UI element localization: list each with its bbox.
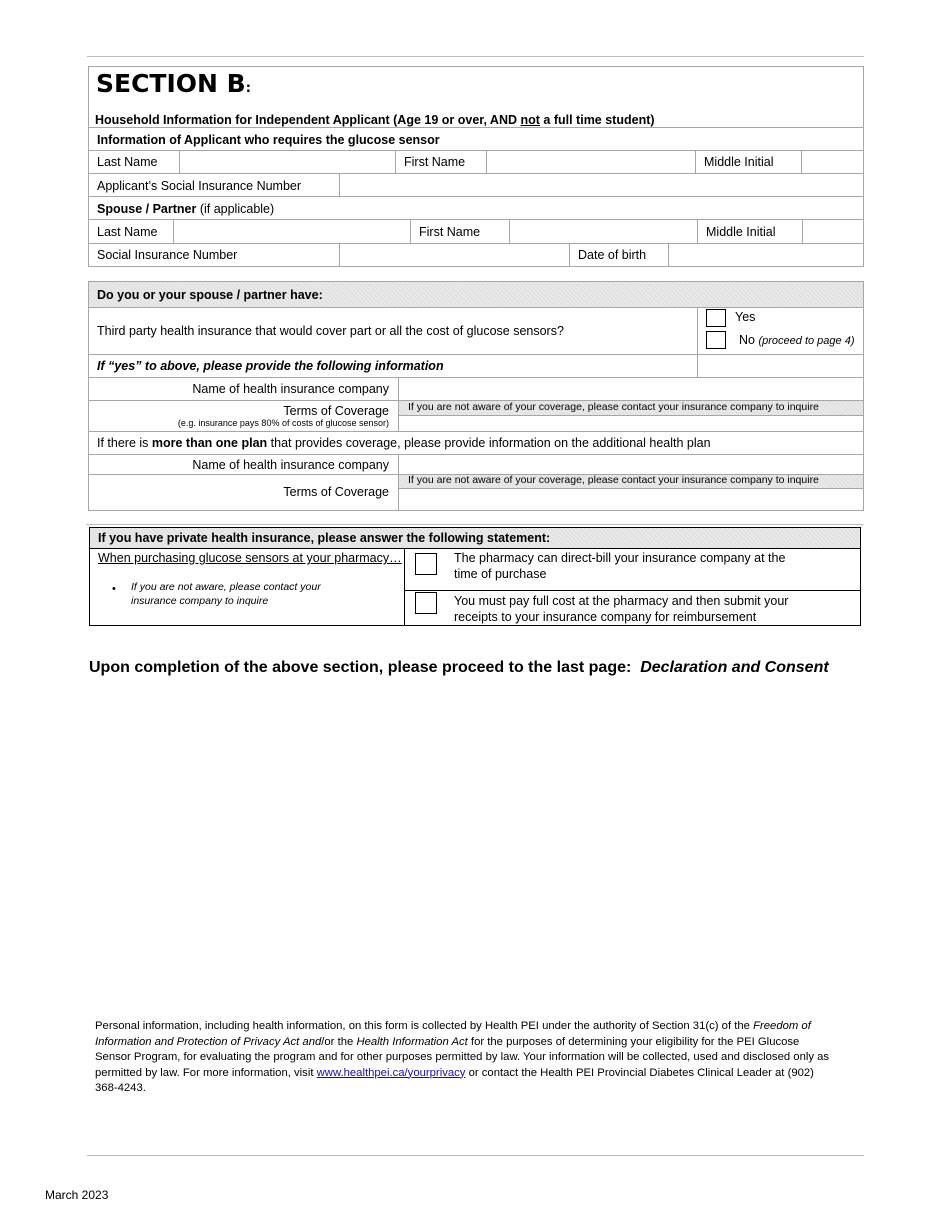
applicant-sin-input[interactable]: [340, 174, 863, 196]
applicant-heading: Information of Applicant who requires the glucose sensor: [97, 133, 440, 147]
spouse-heading-bold: Spouse / Partner: [97, 202, 197, 216]
spouse-sin-label: Social Insurance Number: [97, 248, 238, 262]
terms-example: (e.g. insurance pays 80% of costs of glucose sensor): [177, 418, 389, 428]
pay-full-cost-checkbox[interactable]: [415, 592, 437, 614]
privacy-notice: [95, 1019, 830, 1097]
more-plans-pre: If there is: [97, 436, 152, 450]
coverage-question: Third party health insurance that would cover part or all the cost of glucose sensors?: [97, 324, 564, 338]
spouse-last-name-label: Last Name: [97, 225, 158, 239]
spouse-dob-label: Date of birth: [578, 248, 647, 262]
applicant-last-name-input[interactable]: [180, 151, 395, 173]
no-checkbox[interactable]: [706, 331, 726, 349]
spouse-sin-input[interactable]: [340, 244, 569, 266]
pharmacy-statement: When purchasing glucose sensors at your pharmacy…: [98, 551, 402, 565]
section-subtitle: [95, 112, 855, 128]
private-heading: If you have private health insurance, please answer the following statement:: [98, 531, 551, 545]
no-label: [739, 332, 854, 349]
privacy-link[interactable]: www.healthpei.ca/yourprivacy: [316, 1066, 466, 1079]
section-title-text: SECTION B: [96, 69, 246, 98]
applicant-first-name-input[interactable]: [487, 151, 695, 173]
applicant-middle-initial-label: Middle Initial: [704, 155, 774, 169]
applicant-middle-initial-input[interactable]: [802, 151, 863, 173]
privacy-p1: Personal information, including health information, on this form is collected by Health PEI under the authority of Section 31(c) of the: [95, 1020, 754, 1032]
coverage-heading: Do you or your spouse / partner have:: [97, 288, 323, 302]
yes-checkbox[interactable]: [706, 309, 726, 327]
applicant-sin-label: Applicant’s Social Insurance Number: [97, 179, 302, 193]
terms-input[interactable]: [399, 416, 863, 431]
more-plans-post: that provides coverage, please provide information on the additional health plan: [267, 436, 711, 450]
spouse-last-name-input[interactable]: [174, 220, 410, 243]
privacy-act1: Freedom of Information and Protection of Privacy Act and: [95, 1020, 811, 1048]
proceed-italic: Declaration and Consent: [640, 659, 829, 676]
terms-input-2[interactable]: [399, 489, 863, 510]
spouse-middle-initial-input[interactable]: [803, 220, 863, 243]
more-plans-note: [97, 435, 711, 451]
option-direct-bill: The pharmacy can direct-bill your insurance company at the time of purchase: [454, 551, 786, 581]
privacy-p2: /or the: [321, 1035, 357, 1048]
yes-label: Yes: [735, 310, 756, 324]
company-name-label-2: Name of health insurance company: [192, 458, 389, 472]
more-plans-bold: more than one plan: [151, 436, 268, 450]
option-pay-full: You must pay full cost at the pharmacy and then submit your receipts to your insurance company for reimbursement: [454, 594, 789, 624]
top-divider: [87, 56, 864, 57]
company-name-input[interactable]: [399, 378, 863, 400]
bullet-dot: •: [112, 583, 116, 595]
spouse-first-name-label: First Name: [419, 225, 481, 239]
subtitle-post: a full time student): [539, 113, 655, 127]
spouse-middle-initial-label: Middle Initial: [706, 225, 776, 239]
if-yes-instruction: If “yes” to above, please provide the following information: [97, 359, 444, 373]
terms-hint: If you are not aware of your coverage, please contact your insurance company to inquire: [408, 401, 819, 413]
applicant-last-name-label: Last Name: [97, 155, 158, 169]
section-title-colon: :: [245, 81, 251, 96]
privacy-act2: Health Information Act: [356, 1035, 468, 1048]
section-title: [96, 67, 251, 106]
proceed-instruction: [89, 657, 829, 679]
terms-label-2: Terms of Coverage: [283, 485, 389, 499]
subtitle-pre: Household Information for Independent Applicant (Age 19 or over, AND: [95, 113, 521, 127]
private-bullet-note: If you are not aware, please contact your insurance company to inquire: [131, 581, 321, 607]
terms-label: Terms of Coverage: [283, 404, 389, 418]
bottom-divider: [87, 1155, 864, 1156]
proceed-text: Upon completion of the above section, please proceed to the last page:: [89, 659, 632, 676]
spouse-heading-rest: (if applicable): [196, 202, 275, 216]
spouse-first-name-input[interactable]: [510, 220, 697, 243]
footer-date: March 2023: [45, 1188, 109, 1202]
no-label-note: (proceed to page 4): [758, 335, 855, 347]
direct-bill-checkbox[interactable]: [415, 553, 437, 575]
terms-hint-2: If you are not aware of your coverage, please contact your insurance company to inquire: [408, 474, 819, 486]
spouse-heading: [97, 201, 274, 217]
applicant-first-name-label: First Name: [404, 155, 466, 169]
company-name-input-2[interactable]: [399, 455, 863, 474]
spouse-dob-input[interactable]: [669, 244, 863, 266]
privacy-p3: for the purposes of determining your eligibility for the PEI Glucose Sensor Program, for evaluating the program and for other purposes permitted by law. Your information will be collected, used and disclosed only as permitted by law. For more information, visit: [95, 1035, 830, 1079]
company-name-label: Name of health insurance company: [192, 382, 389, 396]
subtitle-not: not: [520, 113, 540, 127]
no-label-text: No: [739, 333, 755, 347]
privacy-p4: or contact the Health PEI Provincial Diabetes Clinical Leader at (902) 368-4243.: [95, 1066, 814, 1094]
